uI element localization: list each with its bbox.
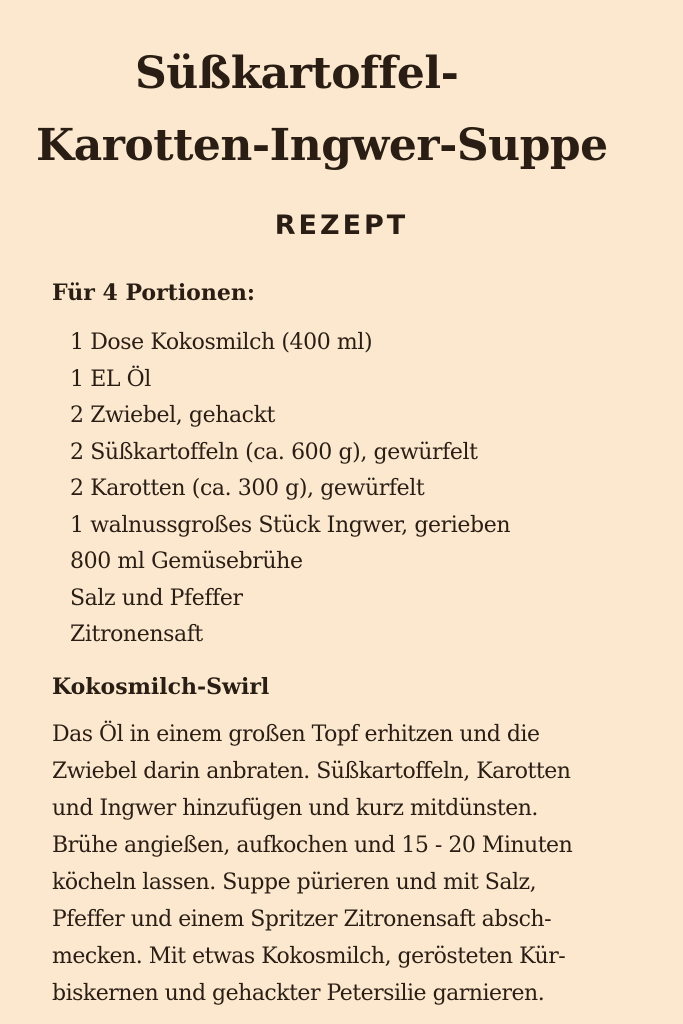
method-line: Pfeffer und einem Spritzer Zitronensaft absch- <box>52 907 552 932</box>
method-line: köcheln lassen. Suppe pürieren und mit Salz, <box>52 870 537 895</box>
method-line: Das Öl in einem großen Topf erhitzen und die <box>52 722 540 747</box>
ingredient-list <box>70 325 510 654</box>
ingredient-item: Salz und Pfeffer <box>70 585 243 611</box>
ingredient-item: 1 EL Öl <box>70 366 151 392</box>
method-line: Brühe angießen, aufkochen und 15 - 20 Minuten <box>52 833 573 858</box>
ingredient-item: 1 Dose Kokosmilch (400 ml) <box>70 330 373 355</box>
method-text <box>52 716 652 1012</box>
ingredient-item: 2 Karotten (ca. 300 g), gewürfelt <box>70 476 425 501</box>
method-line: und Ingwer hinzufügen und kurz mitdünsten. <box>52 796 538 821</box>
recipe-subtitle: REZEPT <box>274 210 409 241</box>
method-line: Zwiebel darin anbraten. Süßkartoffeln, Karotten <box>52 759 571 784</box>
method-line: mecken. Mit etwas Kokosmilch, gerösteten Kür- <box>52 944 566 969</box>
ingredient-item: 1 walnussgroßes Stück Ingwer, gerieben <box>70 512 511 538</box>
ingredient-item: 2 Zwiebel, gehackt <box>70 403 275 428</box>
recipe-title-line-1: Süßkartoffel- <box>135 48 459 99</box>
recipe-title-line-2: Karotten-Ingwer-Suppe <box>36 120 608 171</box>
portions-heading: Für 4 Portionen: <box>52 280 255 306</box>
ingredient-item: Zitronensaft <box>70 622 203 647</box>
ingredient-item: 800 ml Gemüsebrühe <box>70 549 303 574</box>
ingredient-item: 2 Süßkartoffeln (ca. 600 g), gewürfelt <box>70 439 478 465</box>
method-line: biskernen und gehackter Petersilie garnieren. <box>52 981 545 1006</box>
method-heading: Kokosmilch-Swirl <box>52 674 270 700</box>
